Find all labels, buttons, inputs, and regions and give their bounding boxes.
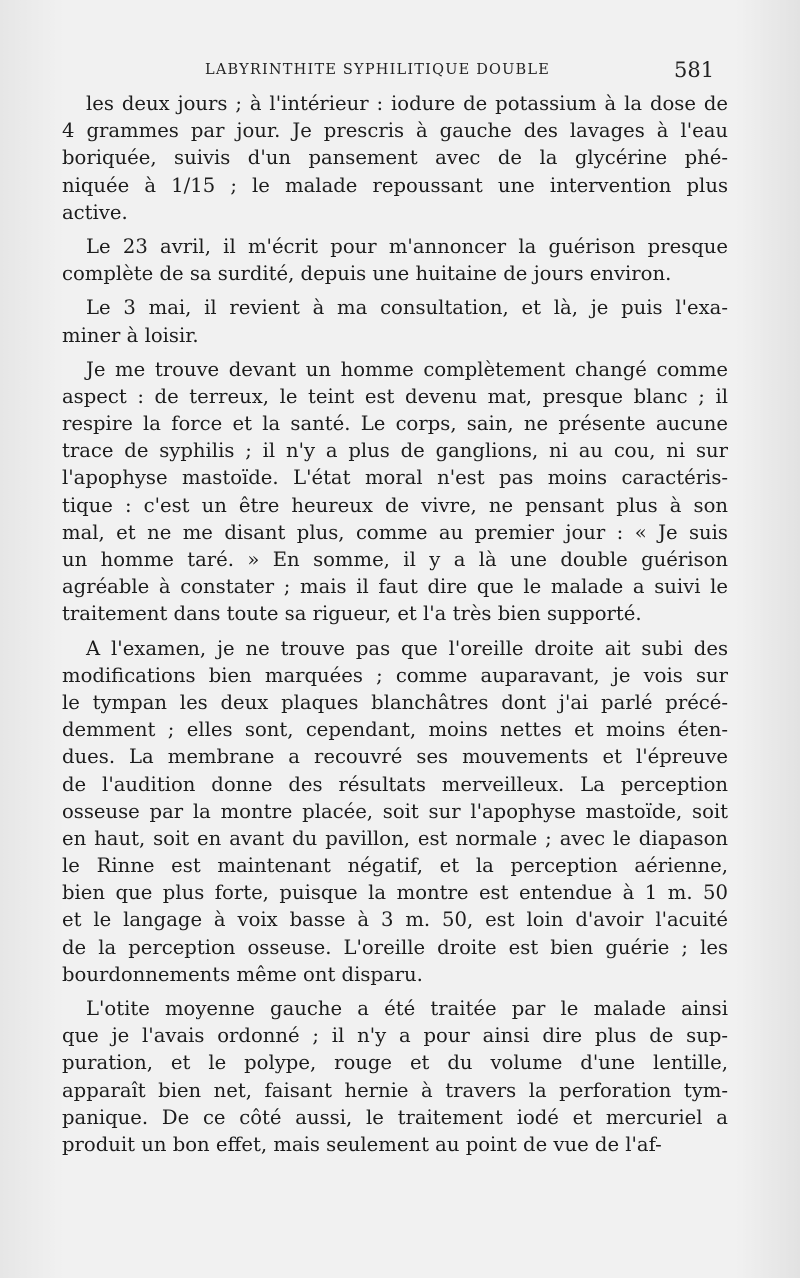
text-line: demment ; elles sont, cependant, moins nettes et moins éten- (62, 718, 728, 742)
text-line: bien que plus forte, puisque la montre est entendue à 1 m. 50 (62, 881, 728, 905)
text-line: Le 3 mai, il revient à ma consultation, et là, je puis l'exa- (86, 296, 728, 320)
text-line: A l'examen, je ne trouve pas que l'oreille droite ait subi des (86, 636, 728, 660)
paragraph (62, 294, 728, 348)
text-line: dues. La membrane a recouvré ses mouvements et l'épreuve (62, 745, 728, 769)
text-line: Je me trouve devant un homme complètement changé comme (86, 357, 728, 381)
paragraph (62, 635, 728, 988)
text-line: Le 23 avril, il m'écrit pour m'annoncer la guérison presque (86, 234, 728, 258)
paragraph (62, 356, 728, 628)
text-line: modifications bien marquées ; comme auparavant, je vois sur (62, 663, 728, 687)
text-line: osseuse par la montre placée, soit sur l'apophyse mastoïde, soit (62, 799, 728, 823)
text-line: de l'audition donne des résultats merveilleux. La perception (62, 772, 728, 796)
text-line: miner à loisir. (62, 323, 199, 347)
page-header (0, 58, 800, 88)
text-line: produit un bon effet, mais seulement au point de vue de l'af- (62, 1132, 662, 1156)
text-line: L'otite moyenne gauche a été traitée par le malade ainsi (86, 997, 728, 1020)
text-line: tique : c'est un être heureux de vivre, ne pensant plus à son (62, 493, 728, 517)
text-line: puration, et le polype, rouge et du volume d'une lentille, (62, 1051, 728, 1075)
text-line: le Rinne est maintenant négatif, et la perception aérienne, (62, 854, 728, 878)
text-line: agréable à constater ; mais il faut dire que le malade a suivi le (62, 575, 728, 599)
text-line: niquée à 1/15 ; le malade repoussant une intervention plus (62, 173, 728, 197)
text-line: que je l'avais ordonné ; il n'y a pour ainsi dire plus de sup- (62, 1024, 728, 1048)
running-title: LABYRINTHITE SYPHILITIQUE DOUBLE (205, 62, 551, 78)
text-line: et le langage à voix basse à 3 m. 50, est loin d'avoir l'acuité (62, 908, 728, 932)
text-line: un homme taré. » En somme, il y a là une double guérison (62, 548, 728, 571)
text-line: traitement dans toute sa rigueur, et l'a très bien supporté. (62, 602, 642, 626)
text-line: panique. De ce côté aussi, le traitement iodé et mercuriel a (62, 1105, 728, 1129)
body-text (62, 90, 728, 1158)
paragraph (62, 233, 728, 287)
text-line: boriquée, suivis d'un pansement avec de la glycérine phé- (62, 146, 728, 170)
text-line: mal, et ne me disant plus, comme au premier jour : « Je suis (62, 520, 728, 544)
text-line: complète de sa surdité, depuis une huitaine de jours environ. (62, 262, 672, 286)
text-line: de la perception osseuse. L'oreille droite est bien guérie ; les (62, 935, 728, 959)
text-line: bourdonnements même ont disparu. (62, 962, 423, 986)
text-line: en haut, soit en avant du pavillon, est normale ; avec le diapason (62, 826, 728, 850)
text-line: respire la force et la santé. Le corps, sain, ne présente aucune (62, 412, 728, 436)
text-line: aspect : de terreux, le teint est devenu mat, presque blanc ; il (62, 384, 728, 408)
text-line: apparaît bien net, faisant hernie à travers la perforation tym- (62, 1078, 728, 1102)
page-number: 581 (674, 58, 715, 82)
paragraph (62, 90, 728, 226)
text-line: les deux jours ; à l'intérieur : iodure de potassium à la dose de (86, 92, 728, 115)
text-line: trace de syphilis ; il n'y a plus de ganglions, ni au cou, ni sur (62, 439, 728, 463)
text-line: le tympan les deux plaques blanchâtres dont j'ai parlé précé- (62, 690, 728, 714)
text-line: active. (62, 200, 128, 224)
paragraph (62, 995, 728, 1158)
text-line: l'apophyse mastoïde. L'état moral n'est pas moins caractéris- (62, 466, 728, 490)
text-line: 4 grammes par jour. Je prescris à gauche des lavages à l'eau (62, 119, 728, 143)
